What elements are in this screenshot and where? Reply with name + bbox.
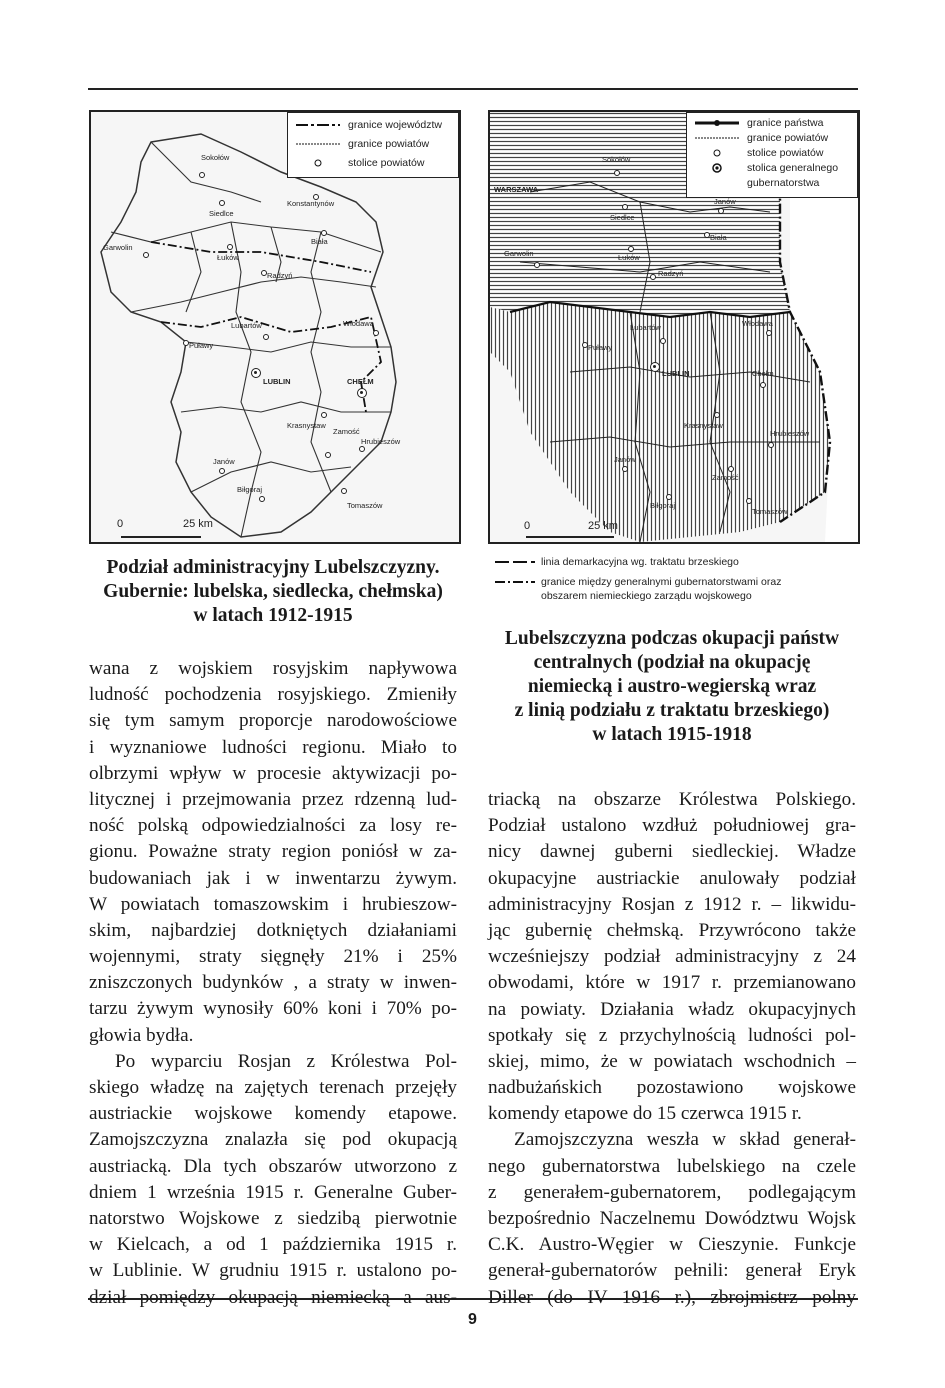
town-marker xyxy=(622,466,628,472)
left-text-column xyxy=(89,656,457,1311)
page-number: 9 xyxy=(468,1311,477,1328)
town-label: Hrubieszów xyxy=(770,429,810,438)
text-line: zniszczonych budynków , a straty w inwen- xyxy=(89,972,457,994)
town-label: WARSZAWA xyxy=(494,185,539,194)
governorate-border-icon xyxy=(495,577,535,587)
text-line: ność polską odpowiedzialności za losy re- xyxy=(89,815,457,837)
text-line: gionu. Poważne straty region poniósł w za- xyxy=(89,841,457,863)
caption-line: Lubelszczyzna podczas okupacji państw xyxy=(504,628,840,649)
town-label: Biała xyxy=(710,233,727,242)
town-marker xyxy=(746,498,752,504)
town-label: Zamość xyxy=(712,473,739,482)
legend-row xyxy=(693,147,823,159)
scale-zero xyxy=(117,518,123,530)
legend-label: stolica generalnego xyxy=(747,162,839,174)
town-marker xyxy=(259,496,265,502)
voivodeship-border-icon xyxy=(294,120,342,130)
text-line: natorstwo Wojskowe z siedzibą pierwotnie xyxy=(89,1207,457,1229)
town-label: Łuków xyxy=(217,253,239,262)
capital-marker xyxy=(357,388,367,398)
town-label: Biała xyxy=(311,237,328,246)
left-map-caption xyxy=(89,556,457,628)
county-border-icon xyxy=(294,139,342,149)
town-marker xyxy=(614,170,620,176)
town-marker xyxy=(628,246,634,252)
text-line: austriackie wojskowe komendy etapowe. xyxy=(89,1103,457,1125)
text-line: Po wyparciu Rosjan z Królestwa Pol- xyxy=(115,1050,457,1072)
scale-distance xyxy=(183,518,213,530)
text-line: dniem 1 września 1915 r. Generalne Guber- xyxy=(89,1181,457,1203)
town-marker xyxy=(219,200,225,206)
legend-row xyxy=(541,590,752,602)
governorate-capital-icon xyxy=(693,163,741,173)
scale-label: 0 xyxy=(524,520,531,532)
text-line: olbrzymi wpływ w procesie aktywizacji po- xyxy=(89,762,457,784)
text-line: tarzu żywym wynosiły 60% koni i 70% po- xyxy=(89,998,457,1020)
text-line: Podział ustalono wzdłuż południowej gra- xyxy=(488,815,856,837)
text-line: i wyznaniowe ludności regionu. Miało to xyxy=(89,736,457,758)
text-line: skim, najbardziej dotkniętych działaniami xyxy=(89,919,457,941)
legend-label: linia demarkacyjna wg. traktatu brzeskiego xyxy=(541,556,739,568)
town-marker xyxy=(263,334,269,340)
town-label: Sokołów xyxy=(201,153,230,162)
town-marker xyxy=(325,452,331,458)
text-line: budowaniach jak i w inwentarzu żywym. xyxy=(89,867,457,889)
town-marker xyxy=(373,330,379,336)
text-line: ludność pochodzenia rosyjskiego. Zmieniły xyxy=(89,684,457,706)
legend-row xyxy=(747,177,819,189)
town-marker xyxy=(766,330,772,336)
capital-marker xyxy=(251,368,261,378)
text-line: w Kielcach, a od 1 października 1915 r. xyxy=(89,1234,457,1256)
legend-row xyxy=(495,576,781,588)
town-marker xyxy=(768,442,774,448)
scale-distance xyxy=(588,520,618,532)
town-marker xyxy=(321,412,327,418)
town-label: Konstantynów xyxy=(287,199,335,208)
town-label: Garwolin xyxy=(504,249,534,258)
town-marker xyxy=(728,466,734,472)
text-line: spotkały się z przychylnością ludności pol- xyxy=(488,1024,856,1046)
town-label: Sokołów xyxy=(602,155,631,164)
scale-zero xyxy=(524,520,530,532)
text-line: wojennymi, straty sięgnęły 21% i 25% xyxy=(89,946,457,968)
town-marker xyxy=(534,262,540,268)
caption-line: w latach 1915-1918 xyxy=(592,724,752,745)
caption-line: w latach 1912-1915 xyxy=(193,605,353,626)
text-line: triacką na obszarze Królestwa Polskiego. xyxy=(488,789,856,810)
demarcation-line-icon xyxy=(495,557,535,567)
text-line: okupacyjne austriackie anulowały podział xyxy=(488,867,856,889)
scale-label: 25 km xyxy=(588,520,618,532)
text-line: administracyjny Rosjan z 1912 r. – likwidu- xyxy=(488,893,856,915)
town-label: Biłgoraj xyxy=(237,485,263,494)
town-marker xyxy=(199,172,205,178)
town-marker xyxy=(341,488,347,494)
text-line: Zamojszczyzna znalazła się pod okupacją xyxy=(89,1129,457,1151)
text-line: W powiatach tomaszowskim i hrubieszow- xyxy=(89,893,457,915)
town-marker xyxy=(321,230,327,236)
state-border-icon xyxy=(693,118,741,128)
map-legend xyxy=(686,112,858,198)
caption-line: z linią podziału z traktatu brzeskiego) xyxy=(514,700,830,721)
town-marker xyxy=(622,204,628,210)
town-label: Zamość xyxy=(333,427,360,436)
text-line: austriacką. Dla tych obszarów utworzono z xyxy=(89,1155,457,1177)
text-line: C.K. Austro-Węgier w Cieszynie. Funkcje xyxy=(488,1234,856,1256)
text-line: Zamojszczyzna weszła w skład generał- xyxy=(514,1129,856,1151)
text-line: skiej, mimo, że w powiatach wschodnich – xyxy=(488,1050,856,1072)
legend-row xyxy=(693,117,823,129)
legend-label: stolice powiatów xyxy=(747,147,824,159)
county-seat-icon xyxy=(294,158,342,168)
text-line: bezpośrednio Naczelnemu Dowództwu Wojsk xyxy=(488,1208,856,1229)
legend-row xyxy=(495,556,739,568)
legend-label: stolice powiatów xyxy=(348,157,425,169)
text-line: nadbużańskich pozostawiono wojskowe xyxy=(488,1077,856,1099)
capital-marker xyxy=(650,362,660,372)
town-marker xyxy=(219,468,225,474)
town-marker xyxy=(227,244,233,250)
town-label: Siedlce xyxy=(610,213,635,222)
text-line: jąc gubernię chełmską. Przywrócono także xyxy=(488,919,856,941)
legend-row xyxy=(693,132,828,144)
town-label: Tomaszów xyxy=(347,501,383,510)
text-line: wana z wojskiem rosyjskim napływowa xyxy=(89,658,457,679)
town-label: Janów xyxy=(213,457,235,466)
text-line: litycznej i przejmowania przez rdzenną lud- xyxy=(89,788,457,810)
town-label: Tomaszów xyxy=(752,507,788,516)
text-line: z generałem-gubernatorem, podlegającym xyxy=(488,1181,856,1203)
right-map-caption xyxy=(487,627,857,747)
town-label: Chełm xyxy=(752,369,774,378)
town-label: Siedlce xyxy=(209,209,234,218)
map-administrative-division xyxy=(89,110,461,544)
town-label: Łuków xyxy=(618,253,640,262)
legend-row xyxy=(294,138,429,150)
text-line: generał-gubernatorów pełnili: generał Eryk xyxy=(488,1260,856,1282)
text-line: głowia bydła. xyxy=(89,1024,194,1046)
town-marker xyxy=(666,494,672,500)
caption-line: Gubernie: lubelska, siedlecka, chełmska) xyxy=(103,581,443,602)
town-label: Puławy xyxy=(588,343,613,352)
scale-label: 0 xyxy=(117,518,124,530)
legend-label: obszarem niemieckiego zarządu wojskowego xyxy=(541,590,752,602)
caption-line: centralnych (podział na okupację xyxy=(533,652,811,673)
right-text-column xyxy=(488,787,856,1311)
text-line: wcześniejszy podział administracyjny z 24 xyxy=(488,946,856,968)
legend-label: granice państwa xyxy=(747,117,824,129)
town-marker xyxy=(359,446,365,452)
town-marker xyxy=(718,208,724,214)
text-line: Diller (do IV 1916 r.), zbrojmistrz polny xyxy=(488,1286,856,1308)
legend-label: granice województw xyxy=(348,119,442,131)
text-line: komendy etapowe do 15 czerwca 1915 r. xyxy=(488,1103,802,1125)
legend-label: granice powiatów xyxy=(348,138,430,150)
town-label: Hrubieszów xyxy=(361,437,401,446)
town-label: Garwolin xyxy=(103,243,133,252)
town-label: Lubartów xyxy=(231,321,262,330)
text-line: skiego władzę na zajętych terenach przejęły xyxy=(89,1077,457,1098)
scale-label: 25 km xyxy=(183,518,213,530)
town-label: CHEŁM xyxy=(347,377,374,386)
town-label: Włodawa xyxy=(742,319,773,328)
text-line: nicy dawnej guberni siedleckiej. Władze xyxy=(488,841,856,863)
town-marker xyxy=(143,252,149,258)
town-label: Krasnystaw xyxy=(287,421,326,430)
legend-row xyxy=(693,162,838,174)
town-label: LUBLIN xyxy=(662,369,690,378)
town-label: Biłgoraj xyxy=(650,501,676,510)
legend-label: granice między generalnymi gubernatorstwami oraz xyxy=(541,576,782,588)
text-line: nego gubernatorstwa lubelskiego na czele xyxy=(488,1155,856,1177)
legend-label: gubernatorstwa xyxy=(747,177,820,189)
town-label: Lubartów xyxy=(630,323,661,332)
town-label: Radzyń xyxy=(267,271,293,280)
county-seat-icon xyxy=(693,148,741,158)
caption-line: niemiecką i austro-wegierską wraz xyxy=(527,676,817,697)
town-marker xyxy=(714,412,720,418)
text-line: się tym samym proporcje narodowościowe xyxy=(89,710,457,732)
header-rule xyxy=(88,88,858,90)
text-line: w Lublinie. W grudniu 1915 r. ustalono po- xyxy=(89,1260,457,1282)
town-label: Janów xyxy=(714,197,736,206)
town-label: Puławy xyxy=(189,341,214,350)
map-occupation-division xyxy=(488,110,860,544)
town-marker xyxy=(760,382,766,388)
caption-line: Podział administracyjny Lubelszczyzny. xyxy=(106,557,440,578)
town-label: Włodawa xyxy=(343,319,374,328)
town-label: LUBLIN xyxy=(263,377,291,386)
text-line: na powiaty. Działania władz okupacyjnych xyxy=(488,998,856,1020)
town-marker xyxy=(650,274,656,280)
town-label: Krasnystaw xyxy=(684,421,723,430)
legend-label: granice powiatów xyxy=(747,132,829,144)
town-label: Radzyń xyxy=(658,269,684,278)
town-marker xyxy=(660,338,666,344)
demarcation-legend xyxy=(487,552,857,610)
text-line: dział pomiędzy okupacją niemiecką a aus- xyxy=(89,1286,457,1308)
legend-row xyxy=(294,119,442,131)
text-line: obwodami, które w 1917 r. przemianowano xyxy=(488,972,856,994)
county-border-icon xyxy=(693,133,741,143)
town-label: Janów xyxy=(614,455,636,464)
legend-row xyxy=(294,157,424,169)
map-legend xyxy=(287,112,459,178)
